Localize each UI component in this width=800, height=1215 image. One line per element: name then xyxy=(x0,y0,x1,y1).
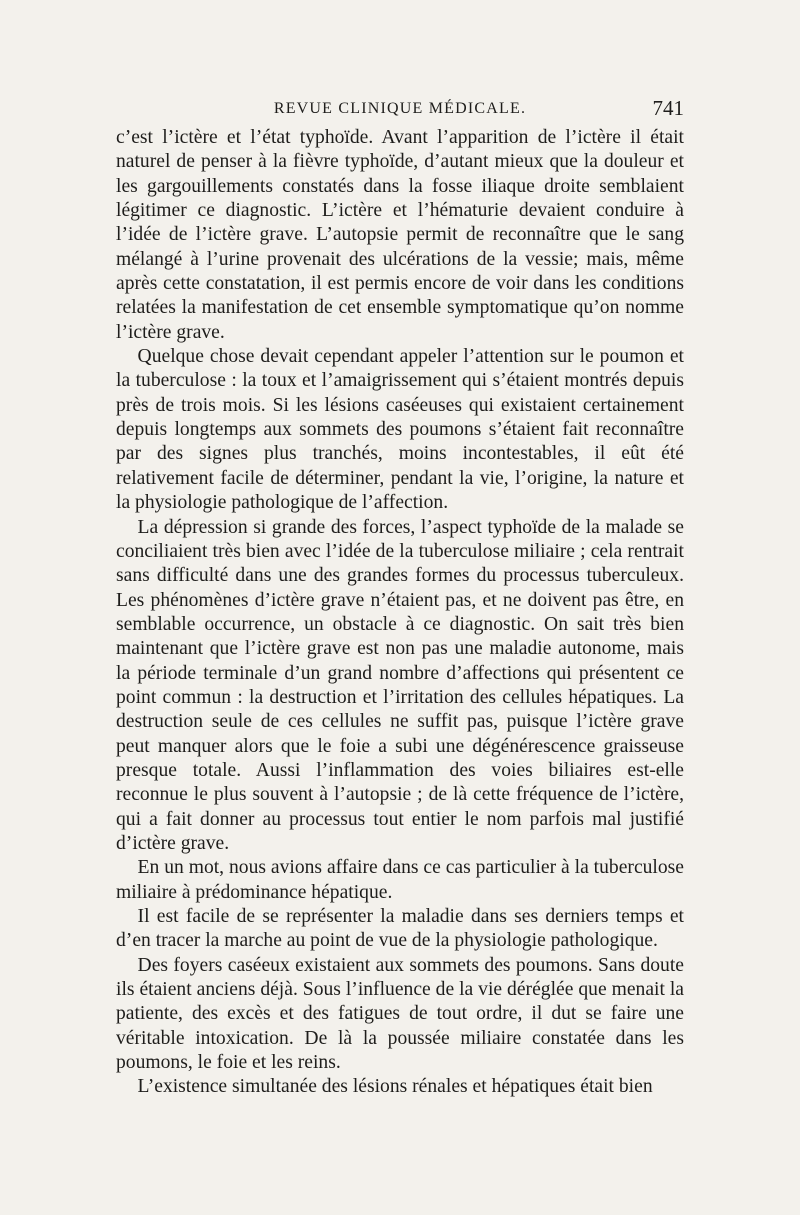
page-header xyxy=(116,96,684,126)
paragraph-6: Des foyers caséeux existaient aux sommets des poumons. Sans doute ils étaient anciens déjà. Sous l’influence de la vie déréglée que menait la patiente, des excès et des fatigues de tout ordre, il dut se faire une véritable intoxication. De là la poussée miliaire constatée dans les poumons, le foie et les reins. xyxy=(116,954,684,1074)
paragraph-1: c’est l’ictère et l’état typhoïde. Avant l’apparition de l’ictère il était naturel de penser à la fièvre typhoïde, d’autant mieux que la douleur et les gargouillements constatés dans la fosse iliaque droite semblaient légitimer ce diagnostic. L’ictère et l’hématurie devaient conduire à l’idée de l’ictère grave. L’autopsie permit de reconnaître que le sang mélangé à l’urine provenait des ulcérations de la vessie; mais, même après cette constatation, il est permis encore de voir dans les conditions relatées la manifestation de cet ensemble symptomatique qu’on nomme l’ictère grave. xyxy=(116,127,684,343)
page-number: 741 xyxy=(652,96,684,120)
body-text xyxy=(116,126,684,1100)
paragraph-5: Il est facile de se représenter la maladie dans ses derniers temps et d’en tracer la marche au point de vue de la physiologie pathologique. xyxy=(116,906,684,952)
paragraph-2: Quelque chose devait cependant appeler l’attention sur le poumon et la tuberculose : la toux et l’amaigrissement qui s’étaient montrés depuis près de trois mois. Si les lésions caséeuses qui existaient certainement depuis longtemps aux sommets des poumons s’étaient fait reconnaître par des signes plus tranchés, moins incontestables, il eût été relativement facile de déterminer, pendant la vie, l’origine, la nature et la physiologie pathologique de l’affection. xyxy=(116,346,684,514)
running-title: REVUE CLINIQUE MÉDICALE. xyxy=(273,100,527,117)
paragraph-3: La dépression si grande des forces, l’aspect typhoïde de la malade se conciliaient très bien avec l’idée de la tuberculose miliaire ; cela rentrait sans difficulté dans une des grandes formes du processus tuberculeux. Les phénomènes d’ictère grave n’étaient pas, et ne doivent pas être, en semblable occurrence, un obstacle à ce diagnostic. On sait très bien maintenant que l’ictère grave est non pas une maladie autonome, mais la période terminale d’un grand nombre d’affections qui présentent ce point commun : la destruction et l’irritation des cellules hépatiques. La destruction seule de ces cellules ne suffit pas, puisque l’ictère grave peut manquer alors que le foie a subi une dégénérescence graisseuse presque totale. Aussi l’inflammation des voies biliaires est-elle reconnue le plus souvent à l’autopsie ; de là cette fréquence de l’ictère, qui a fait donner au processus tout entier le nom parfois mal justifié d’ictère grave. xyxy=(116,516,684,854)
paragraph-4: En un mot, nous avions affaire dans ce cas particulier à la tuberculose miliaire à prédominance hépatique. xyxy=(116,857,684,903)
paragraph-7: L’existence simultanée des lésions rénales et hépatiques était bien xyxy=(137,1076,653,1098)
